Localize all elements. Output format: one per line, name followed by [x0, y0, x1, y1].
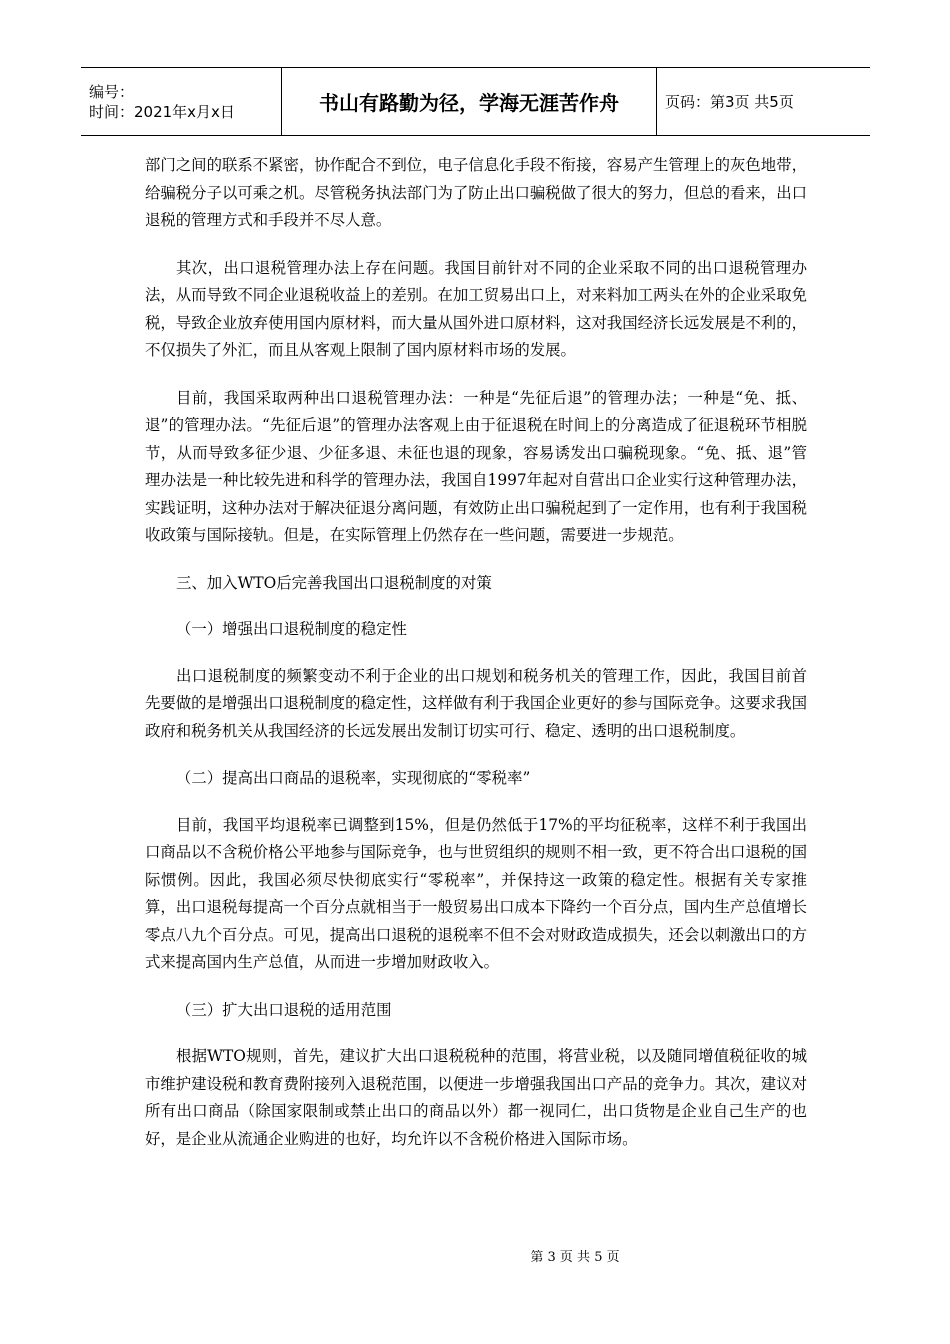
subsection-heading: （二）提高出口商品的退税率，实现彻底的“零税率” — [176, 769, 531, 787]
header-motto-cell — [282, 68, 657, 135]
body-paragraph: 目前，我国采取两种出口退税管理办法：一种是“先征后退”的管理办法；一种是“免、抵、退”的管理办法。“先征后退”的管理办法客观上由于征退税在时间上的分离造成了征退税环节相脱节，从而导致多征少退、少征多退、未征也退的现象，容易诱发出口骗税现象。“免、抵、退”管理办法是一种比较先进和科学的管理办法，我国自1997年起对自营出口企业实行这种管理办法，实践证明，这种办法对于解决征退分离问题，有效防止出口骗税起到了一定作用，也有利于我国税收政策与国际接轨。但是，在实际管理上仍然存在一些问题，需要进一步规范。 — [145, 388, 807, 544]
header-motto: 书山有路勤为径，学海无涯苦作舟 — [319, 91, 619, 115]
body-paragraph: 根据WTO规则，首先，建议扩大出口退税税种的范围，将营业税，以及随同增值税征收的城市维护建设税和教育费附接列入退税范围，以便进一步增强我国出口产品的竞争力。其次，建议对所有出口商品（除国家限制或禁止出口的商品以外）都一视同仁，出口货物是企业自己生产的也好，是企业从流通企业购进的也好，均允许以不含税价格进入国际市场。 — [145, 1047, 807, 1148]
document-time-label: 时间：2021年x月x日 — [89, 102, 235, 121]
subsection-heading: （一）增强出口退税制度的稳定性 — [176, 620, 407, 638]
header-meta-cell — [81, 68, 282, 135]
document-body — [145, 152, 807, 1173]
body-paragraph: 其次，出口退税管理办法上存在问题。我国目前针对不同的企业采取不同的出口退税管理办法，从而导致不同企业退税收益上的差别。在加工贸易出口上，对来料加工两头在外的企业采取免税，导致企业放弃使用国内原材料，而大量从国外进口原材料，这对我国经济长远发展是不利的，不仅损失了外汇，而且从客观上限制了国内原材料市场的发展。 — [145, 258, 807, 359]
header-table — [81, 67, 870, 136]
body-paragraph: 出口退税制度的频繁变动不利于企业的出口规划和税务机关的管理工作，因此，我国目前首先要做的是增强出口退税制度的稳定性，这样做有利于我国企业更好的参与国际竞争。这要求我国政府和税务机关从我国经济的长远发展出发制订切实可行、稳定、透明的出口退税制度。 — [145, 666, 807, 740]
page-footer — [0, 1246, 950, 1265]
header-page-label: 页码：第3页 共5页 — [665, 93, 794, 111]
body-paragraph: 部门之间的联系不紧密，协作配合不到位，电子信息化手段不衔接，容易产生管理上的灰色地带，给骗税分子以可乘之机。尽管税务执法部门为了防止出口骗税做了很大的努力，但总的看来，出口退税的管理方式和手段并不尽人意。 — [145, 156, 807, 229]
body-paragraph: 目前，我国平均退税率已调整到15%，但是仍然低于17%的平均征税率，这样不利于我国出口商品以不含税价格公平地参与国际竞争，也与世贸组织的规则不相一致，更不符合出口退税的国际惯例。因此，我国必须尽快彻底实行“零税率”，并保持这一政策的稳定性。根据有关专家推算，出口退税每提高一个百分点就相当于一般贸易出口成本下降约一个百分点，国内生产总值增长零点八九个百分点。可见，提高出口退税的退税率不但不会对财政造成损失，还会以刺激出口的方式来提高国内生产总值，从而进一步增加财政收入。 — [145, 815, 807, 971]
document-number-label: 编号： — [89, 82, 135, 101]
section-heading: 三、加入WTO后完善我国出口退税制度的对策 — [176, 573, 492, 592]
subsection-heading: （三）扩大出口退税的适用范围 — [176, 1000, 392, 1019]
footer-page-number: 第 3 页 共 5 页 — [530, 1250, 620, 1265]
header-page-cell — [657, 68, 870, 135]
